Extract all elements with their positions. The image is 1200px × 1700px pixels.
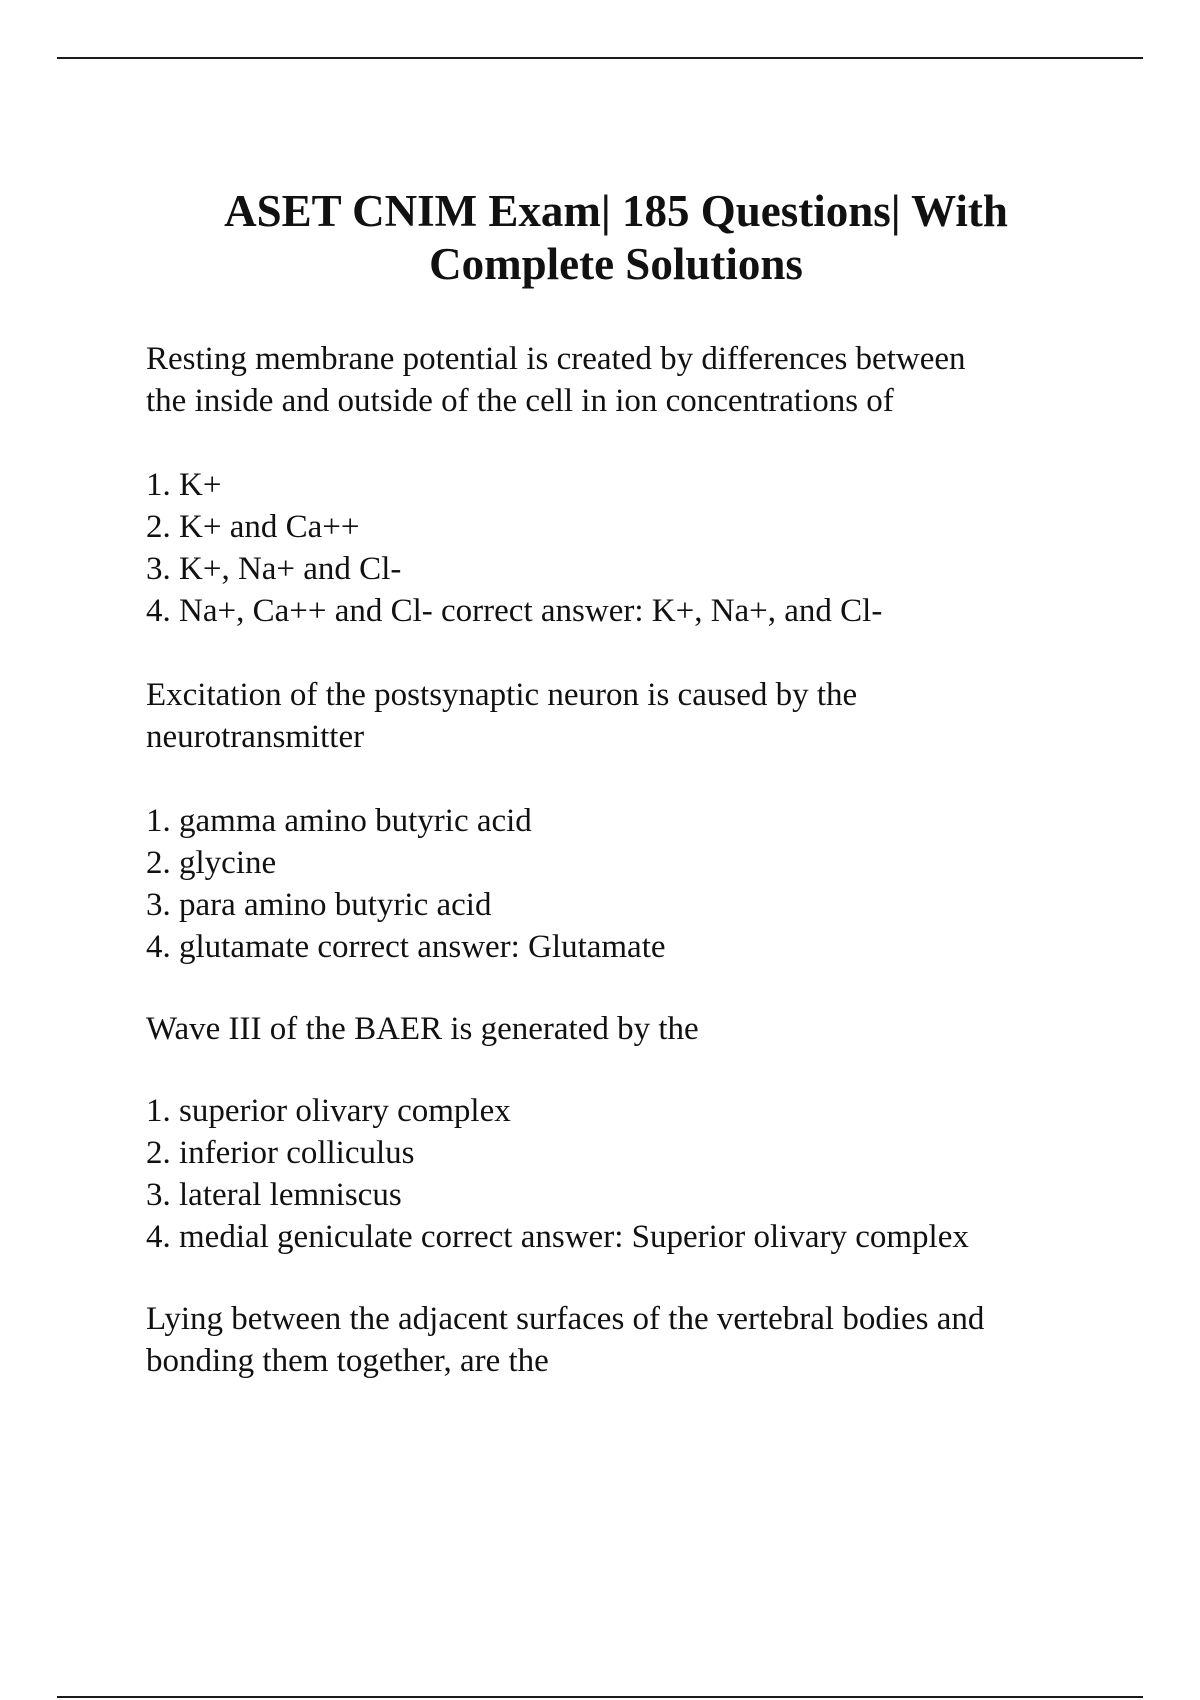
footer-rule xyxy=(57,1696,1143,1698)
prompt-line: neurotransmitter xyxy=(146,719,365,755)
header-rule xyxy=(57,57,1143,59)
prompt-line: bonding them together, are the xyxy=(146,1343,549,1379)
answer-options xyxy=(146,464,1086,632)
document-title xyxy=(146,185,1086,291)
answer-option: 3. lateral lemniscus xyxy=(146,1177,402,1213)
question-prompt xyxy=(146,1008,1086,1050)
answer-options xyxy=(146,800,1086,968)
prompt-line: Wave III of the BAER is generated by the xyxy=(146,1011,699,1047)
question-prompt xyxy=(146,1298,1086,1382)
answer-option: 2. glycine xyxy=(146,845,277,881)
question-1 xyxy=(146,338,1086,632)
prompt-line: Lying between the adjacent surfaces of the vertebral bodies and xyxy=(146,1301,985,1337)
document-body xyxy=(146,185,1086,1382)
title-line: ASET CNIM Exam| 185 Questions| With xyxy=(224,186,1008,236)
answer-option: 2. inferior colliculus xyxy=(146,1135,415,1171)
question-prompt xyxy=(146,674,1086,758)
prompt-line: Excitation of the postsynaptic neuron is caused by the xyxy=(146,677,858,713)
question-2 xyxy=(146,674,1086,968)
answer-option: 1. K+ xyxy=(146,467,222,503)
answer-option-with-answer: 4. glutamate correct answer: Glutamate xyxy=(146,929,666,965)
answer-option: 1. gamma amino butyric acid xyxy=(146,803,532,839)
question-4 xyxy=(146,1298,1086,1382)
answer-option: 2. K+ and Ca++ xyxy=(146,509,360,545)
answer-option-with-answer: 4. medial geniculate correct answer: Superior olivary complex xyxy=(146,1219,969,1255)
title-line: Complete Solutions xyxy=(429,239,803,289)
answer-option-with-answer: 4. Na+, Ca++ and Cl- correct answer: K+, Na+, and Cl- xyxy=(146,593,883,629)
prompt-line: the inside and outside of the cell in ion concentrations of xyxy=(146,383,894,419)
prompt-line: Resting membrane potential is created by differences between xyxy=(146,341,966,377)
question-prompt xyxy=(146,338,1086,422)
answer-option: 1. superior olivary complex xyxy=(146,1093,511,1129)
answer-option: 3. K+, Na+ and Cl- xyxy=(146,551,402,587)
question-3 xyxy=(146,1008,1086,1258)
answer-options xyxy=(146,1090,1086,1258)
answer-option: 3. para amino butyric acid xyxy=(146,887,492,923)
